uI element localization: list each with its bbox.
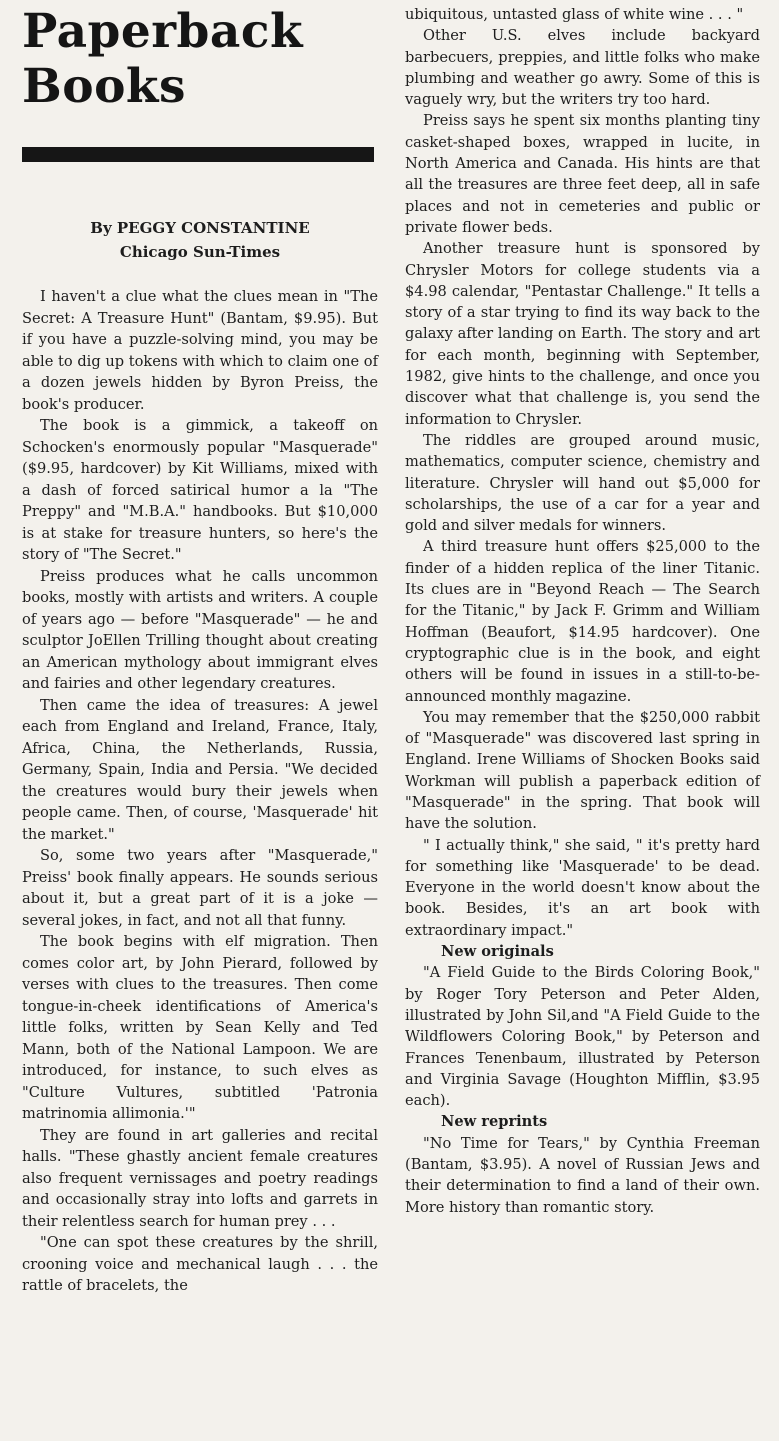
- paragraph: Preiss produces what he calls uncommon books, mostly with artists and writers. A couple of years ago — before "Masquerade" — he and sculptor JoEllen Trilling thought about creating an American mythology about immigrant elves and fairies and other legendary creatures.: [22, 567, 378, 692]
- paragraph: Another treasure hunt is sponsored by Chrysler Motors for college students via a $4.98 calendar, "Pentastar Challenge." It tells a story of a star trying to find its way back to the galaxy after landing on Earth. The story and art for each month, beginning with September, 1982, give hints to the challenge, and once you discover what that challenge is, you send the information to Chrysler.: [405, 240, 760, 428]
- headline: [22, 4, 378, 114]
- paragraph: I haven't a clue what the clues mean in "The Secret: A Treasure Hunt" (Bantam, $9.95). But if you have a puzzle-solving mind, you may be able to dig up tokens with which to claim one of a dozen jewels hidden by Byron Preiss, the book's producer.: [22, 288, 378, 413]
- paragraph: The book is a gimmick, a takeoff on Schocken's enormously popular "Masquerade" ($9.95, hardcover) by Kit Williams, mixed with a dash of forced satirical humor a la "The Preppy" and "M.B.A." handbooks. But $10,000 is at stake for treasure hunters, so here's the story of "The Secret.": [22, 417, 378, 563]
- paragraph: You may remember that the $250,000 rabbit of "Masquerade" was discovered last spring in England. Irene Williams of Shocken Books said Workman will publish a paperback edition of "Masquerade" in the spring. That book will have the solution.: [405, 708, 760, 833]
- paragraph: The book begins with elf migration. Then comes color art, by John Pierard, followed by verses with clues to the treasures. Then come tongue-in-cheek identifications of America's little folks, written by Sean Kelly and Ted Mann, both of the National Lampoon. We are introduced, for instance, to such elves as "Culture Vultures, subtitled 'Patronia matrinomia allimonia.'": [22, 933, 378, 1122]
- byline: By PEGGY CONSTANTINE: [90, 219, 310, 237]
- headline-rule: [22, 147, 374, 162]
- paragraph: So, some two years after "Masquerade," Preiss' book finally appears. He sounds serious about it, but a great part of it is a joke — several jokes, in fact, and not all that funny.: [22, 847, 378, 929]
- subhead-new-originals: New originals: [441, 943, 554, 961]
- continued-line: ubiquitous, untasted glass of white wine . . . ": [405, 6, 744, 23]
- paragraph: Other U.S. elves include backyard barbecuers, preppies, and little folks who make plumbing and weather go awry. Some of this is vaguely wry, but the writers try too hard.: [405, 27, 760, 109]
- paragraph: Then came the idea of treasures: A jewel each from England and Ireland, France, Italy, Africa, China, the Netherlands, Russia, Germany, Spain, India and Persia. "We decided the creatures would bury their jewels when people came. Then, of course, 'Masquerade' hit the market.": [22, 696, 378, 843]
- subhead-new-reprints: New reprints: [441, 1113, 548, 1131]
- paragraph: "No Time for Tears," by Cynthia Freeman (Bantam, $3.95). A novel of Russian Jews and their determination to find a land of their own. More history than romantic story.: [405, 1134, 760, 1216]
- right-column: [405, 4, 760, 1218]
- left-column: [22, 0, 378, 1297]
- paragraph: "One can spot these creatures by the shrill, crooning voice and mechanical laugh . . . the rattle of bracelets, the: [22, 1234, 378, 1294]
- byline-block: [22, 216, 378, 264]
- headline-line-1: Paperback: [22, 4, 304, 59]
- paragraph: They are found in art galleries and recital halls. "These ghastly ancient female creatures also frequent vernissages and poetry readings and occasionally stray into lofts and garrets in their relentless search for human prey . . .: [22, 1126, 378, 1230]
- paragraph: Preiss says he spent six months planting tiny casket-shaped boxes, wrapped in lucite, in North America and Canada. His hints are that all the treasures are three feet deep, all in safe places and not in cemeteries and public or private flower beds.: [405, 112, 760, 236]
- source: Chicago Sun-Times: [119, 243, 281, 261]
- paragraph: " I actually think," she said, " it's pretty hard for something like 'Masquerade' to be dead. Everyone in the world doesn't know about the book. Besides, it's an art book with extraordinary impact.": [405, 836, 760, 939]
- paragraph: The riddles are grouped around music, mathematics, computer science, chemistry and literature. Chrysler will hand out $5,000 for scholarships, the use of a car for a year and gold and silver medals for winners.: [405, 431, 760, 535]
- paragraph: "A Field Guide to the Birds Coloring Book," by Roger Tory Peterson and Peter Alden, illustrated by John Sil,and "A Field Guide to the Wildflowers Coloring Book," by Peterson and Frances Tenenbaum, illustrated by Peterson and Virginia Savage (Houghton Mifflin, $3.95 each).: [405, 964, 760, 1110]
- paragraph: A third treasure hunt offers $25,000 to the finder of a hidden replica of the liner Titanic. Its clues are in "Beyond Reach — The Search for the Titanic," by Jack F. Grimm and William Hoffman (Beaufort, $14.95 hardcover). One cryptographic clue is in the book, and eight others will be found in issues in a still-to-be-announced monthly magazine.: [405, 538, 760, 705]
- headline-line-2: Books: [22, 59, 186, 114]
